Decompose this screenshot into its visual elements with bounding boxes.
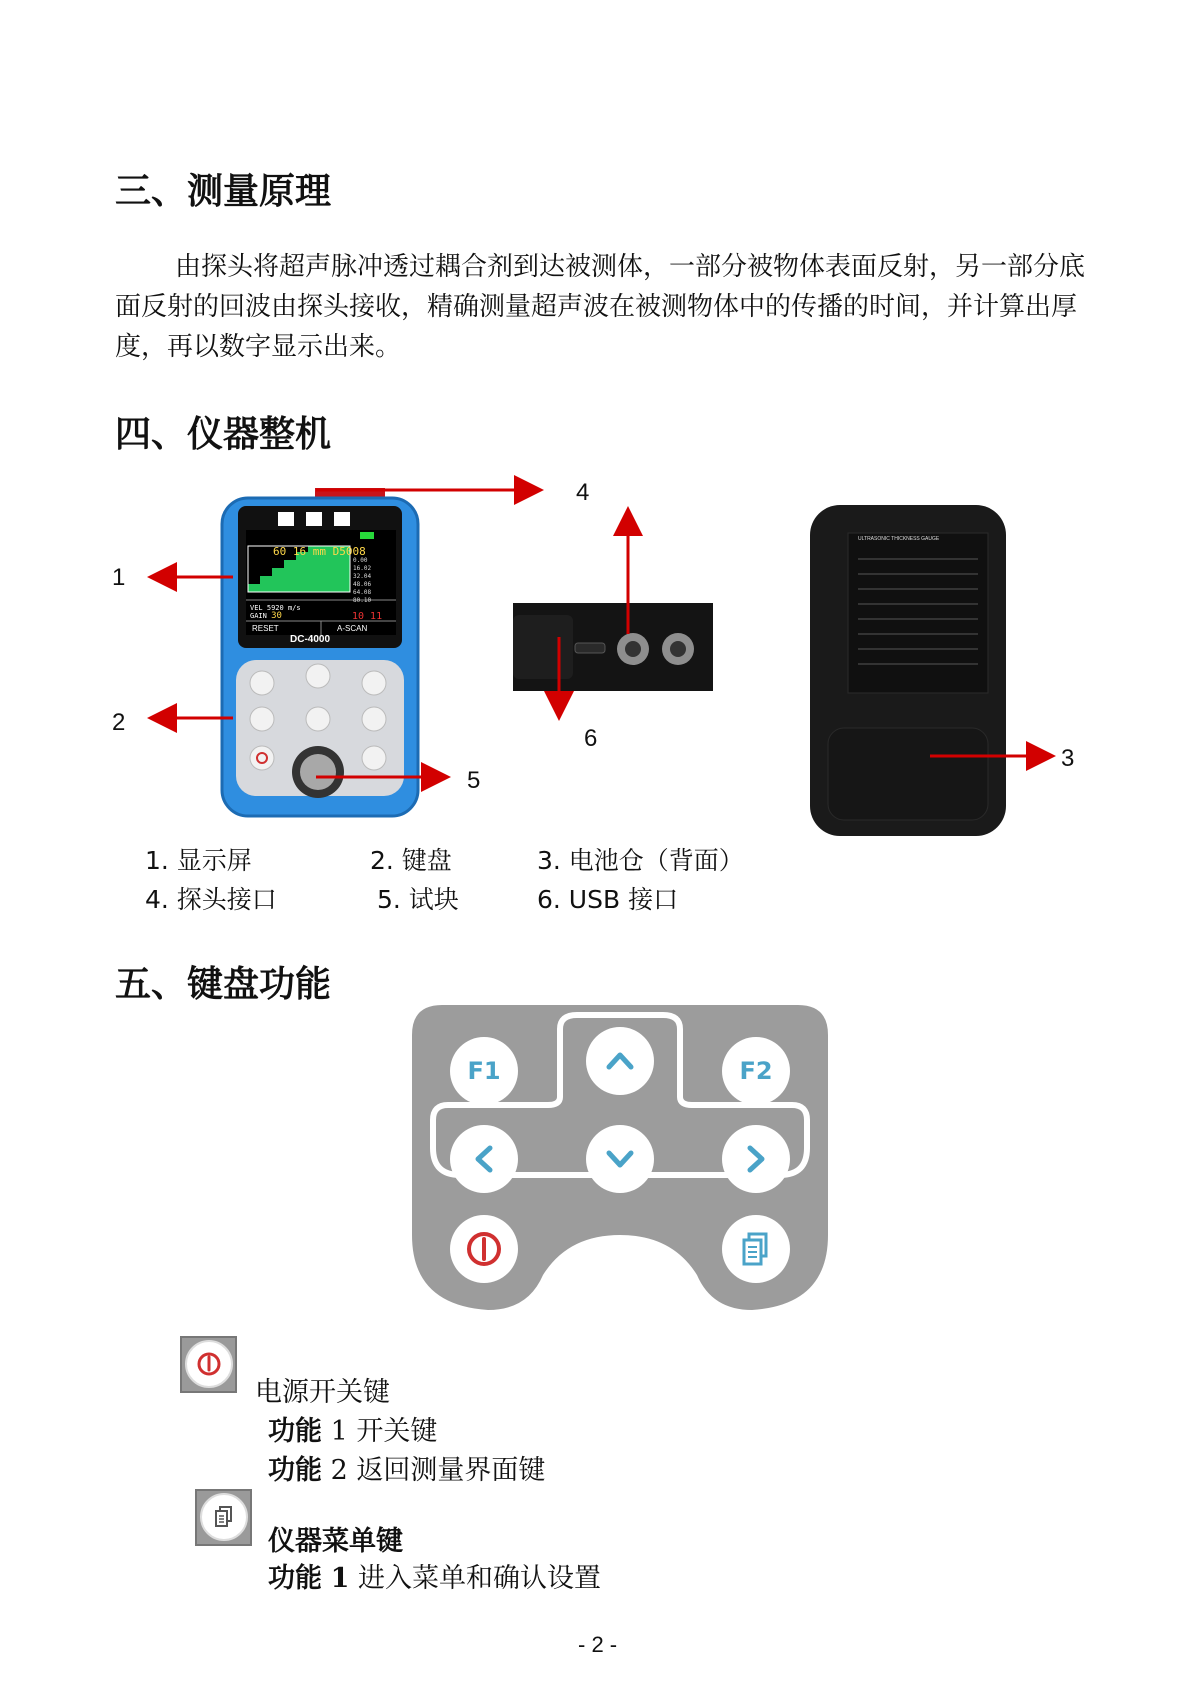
chevron-down-icon bbox=[586, 1125, 654, 1193]
device-model-label: DC-4000 bbox=[290, 634, 331, 645]
menu-pages-icon bbox=[200, 1493, 248, 1541]
legend-item: 6. USB 接口 bbox=[537, 885, 679, 914]
keypad-illustration bbox=[412, 1005, 828, 1327]
section3-paragraph: 由探头将超声脉冲透过耦合剂到达被测体，一部分被物体表面反射，另一部分底面反射的回波由探头接收，精确测量超声波在被测物体中的传播的时间，并计算出厚度，再以数字显示出来。 bbox=[115, 252, 1086, 362]
power-key[interactable] bbox=[450, 1215, 518, 1283]
down-key[interactable] bbox=[586, 1125, 654, 1193]
function-label: 功能 bbox=[268, 1563, 322, 1594]
back-panel-title: ULTRASONIC THICKNESS GAUGE bbox=[858, 536, 940, 542]
section5-heading: 五、键盘功能 bbox=[115, 964, 332, 1005]
chevron-left-icon bbox=[450, 1125, 518, 1193]
screen-gain-value: 30 bbox=[271, 611, 282, 621]
screen-scale: 48.06 bbox=[353, 581, 372, 588]
screen-scale: 80.10 bbox=[353, 597, 372, 604]
callout-2: 2 bbox=[112, 709, 126, 736]
menu-key-name: 仪器菜单键 bbox=[268, 1526, 403, 1557]
function-text: 返回测量界面键 bbox=[356, 1455, 546, 1486]
page-number: - 2 - bbox=[578, 1632, 618, 1657]
function-number: 2 bbox=[330, 1455, 348, 1486]
screen-vel-value: 5920 m/s bbox=[266, 604, 301, 612]
screen-range-value: 10 11 bbox=[352, 611, 383, 622]
chevron-up-icon bbox=[586, 1027, 654, 1095]
legend-item: 2. 键盘 bbox=[370, 846, 452, 875]
legend-item: 4. 探头接口 bbox=[145, 885, 277, 914]
f1-key[interactable]: F1 bbox=[450, 1037, 518, 1105]
callout-4: 4 bbox=[576, 479, 590, 506]
menu-key-function-1 bbox=[268, 1556, 601, 1595]
function-label: 功能 bbox=[268, 1455, 322, 1486]
section3-heading: 三、测量原理 bbox=[115, 171, 332, 212]
legend-item: 1. 显示屏 bbox=[145, 846, 252, 875]
screen-scale: 0.00 bbox=[353, 557, 368, 564]
chevron-right-icon bbox=[722, 1125, 790, 1193]
menu-pages-icon bbox=[722, 1215, 790, 1283]
power-key-thumbnail bbox=[180, 1336, 237, 1393]
power-icon bbox=[185, 1340, 233, 1388]
screen-reset-label: RESET bbox=[252, 624, 279, 633]
menu-key-thumbnail bbox=[195, 1489, 252, 1546]
screen-ascan-label: A-SCAN bbox=[337, 624, 368, 633]
legend-item: 5. 试块 bbox=[377, 885, 459, 914]
callout-1: 1 bbox=[112, 564, 126, 591]
section4-heading: 四、仪器整机 bbox=[115, 414, 332, 455]
right-key[interactable] bbox=[722, 1125, 790, 1193]
screen-vel-label: VEL bbox=[250, 604, 263, 612]
screen-probe: D5008 bbox=[332, 545, 366, 558]
callout-3: 3 bbox=[1061, 745, 1075, 772]
callout-5: 5 bbox=[467, 767, 481, 794]
screen-scale: 16.02 bbox=[353, 565, 372, 572]
f2-key[interactable]: F2 bbox=[722, 1037, 790, 1105]
callout-6: 6 bbox=[584, 725, 598, 752]
function-text: 开关键 bbox=[356, 1416, 438, 1447]
screen-thickness: 60 16 mm bbox=[273, 545, 326, 558]
legend-item: 3. 电池仓（背面） bbox=[537, 846, 744, 875]
power-icon bbox=[450, 1215, 518, 1283]
menu-key[interactable] bbox=[722, 1215, 790, 1283]
function-label: 功能 bbox=[268, 1416, 322, 1447]
power-key-function-1 bbox=[268, 1409, 437, 1448]
up-key[interactable] bbox=[586, 1027, 654, 1095]
power-key-name: 电源开关键 bbox=[255, 1377, 390, 1408]
function-number: 1 bbox=[330, 1416, 348, 1447]
screen-scale: 64.08 bbox=[353, 589, 372, 596]
screen-scale: 32.04 bbox=[353, 573, 372, 580]
function-number: 1 bbox=[330, 1563, 350, 1594]
function-text: 进入菜单和确认设置 bbox=[357, 1563, 601, 1594]
power-key-function-2 bbox=[268, 1448, 545, 1487]
left-key[interactable] bbox=[450, 1125, 518, 1193]
screen-gain-label: GAIN bbox=[250, 612, 267, 620]
